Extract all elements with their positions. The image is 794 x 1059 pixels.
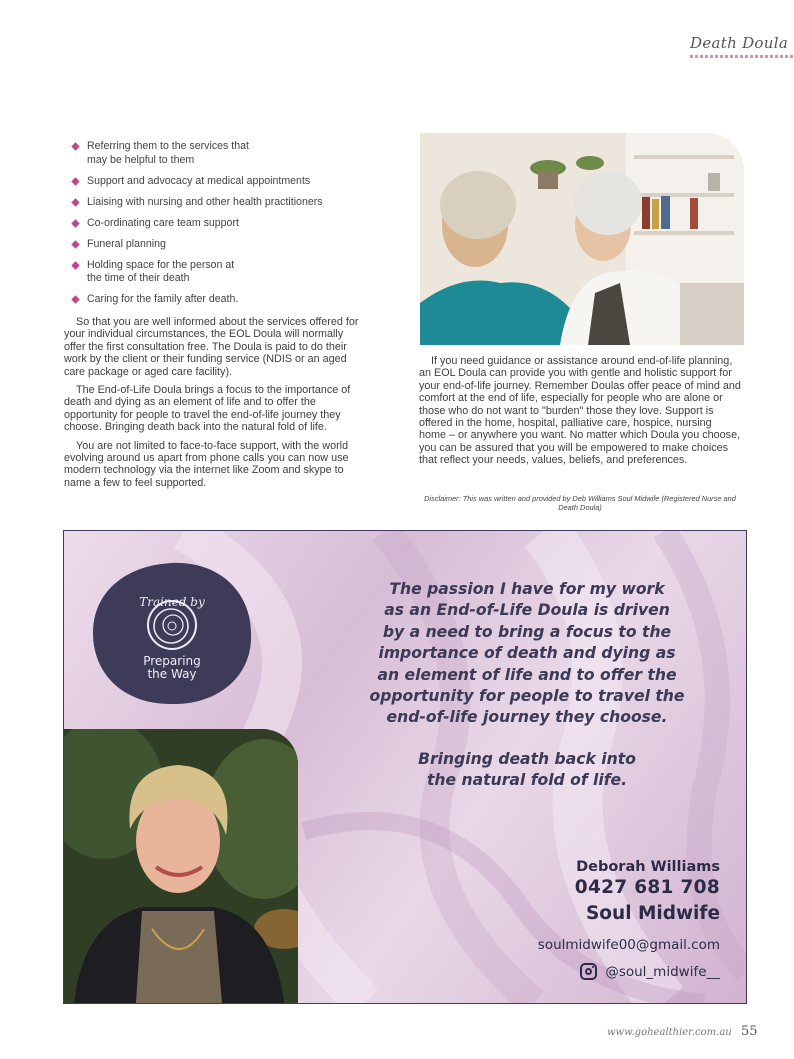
diamond-bullet-icon <box>71 240 79 248</box>
footer-website-url[interactable]: www.gohealthier.com.au <box>607 1027 732 1038</box>
tagline-quote: Bringing death back into the natural fold of life. <box>418 750 636 790</box>
badge-trained-by-text: Trained by <box>139 595 205 609</box>
deborah-portrait-photo <box>64 729 298 1003</box>
trained-by-badge <box>91 559 253 707</box>
section-tag-rule <box>690 55 794 58</box>
page-number: 55 <box>741 1024 758 1039</box>
diamond-bullet-icon <box>71 219 79 227</box>
services-bullet-list <box>72 140 372 314</box>
paragraph: So that you are well informed about the services offered for your individual circumstances, the EOL Doula will normally offer the first consultation free. The Doula is paid to do their work by the client or their funding service (NDIS or an aged care package or aged care facility). <box>64 316 359 378</box>
bullet-item: Funeral planning <box>72 238 372 252</box>
instagram-icon <box>580 963 597 980</box>
section-tag <box>672 30 794 58</box>
diamond-bullet-icon <box>71 295 79 303</box>
instagram-handle-text: @soul_midwife__ <box>605 963 720 980</box>
contact-name: Deborah Williams <box>576 859 720 875</box>
bullet-item: Liaising with nursing and other health practitioners <box>72 196 372 210</box>
contact-email[interactable]: soulmidwife00@gmail.com <box>537 937 720 953</box>
contact-title: Soul Midwife <box>585 903 720 924</box>
two-women-photo <box>420 133 744 345</box>
right-article-column <box>419 355 741 473</box>
bullet-item: Support and advocacy at medical appointments <box>72 175 372 189</box>
bullet-item: Referring them to the services that may be helpful to them <box>72 140 372 167</box>
passion-quote: The passion I have for my work as an End-of-Life Doula is driven by a need to bring a focus to the importance of death and dying as an element of life and to offer the opportunity for people to travel the end-of-life journey they choose. <box>369 580 685 727</box>
diamond-bullet-icon <box>71 261 79 269</box>
contact-phone[interactable]: 0427 681 708 <box>574 877 720 898</box>
disclaimer: Disclaimer: This was written and provided by Deb Williams Soul Midwife (Registered Nurse and Death Doula) <box>424 494 736 512</box>
badge-org-name: Preparing the Way <box>143 654 201 681</box>
paragraph: If you need guidance or assistance around end-of-life planning, an EOL Doula can provide you with gentle and holistic support for your end-of-life journey. Remember Doulas offer peace of mind and comfort at the end of life, especially for people who are alone or those who do not want to "burden" those they love. Support is offered in the home, hospital, palliative care, hospice, nursing home – or anywhere you want. No matter which Doula you choose, you can be assured that you will be empowered to make choices that reflect your needs, values, beliefs, and preferences. <box>419 355 741 467</box>
diamond-bullet-icon <box>71 177 79 185</box>
paragraph: You are not limited to face-to-face support, with the world evolving around us apart from phone calls you can now use modern technology via the internet like Zoom and skype to name a few to feel supported. <box>64 439 349 489</box>
left-article-column <box>64 316 364 495</box>
soul-midwife-advert <box>63 530 747 1004</box>
bullet-item: Co-ordinating care team support <box>72 217 372 231</box>
instagram-handle[interactable] <box>580 963 720 980</box>
ink-circle-badge-icon <box>91 559 253 707</box>
bullet-item: Holding space for the person at the time of their death <box>72 259 372 286</box>
bullet-item: Caring for the family after death. <box>72 293 372 307</box>
section-tag-label: Death Doula <box>690 34 789 52</box>
diamond-bullet-icon <box>71 198 79 206</box>
paragraph: The End-of-Life Doula brings a focus to the importance of death and dying as an element of life and to offer the opportunity for people to travel the end-of-life journey they choose. Bringing death back into the natural fold of life. <box>64 384 351 434</box>
diamond-bullet-icon <box>71 142 79 150</box>
